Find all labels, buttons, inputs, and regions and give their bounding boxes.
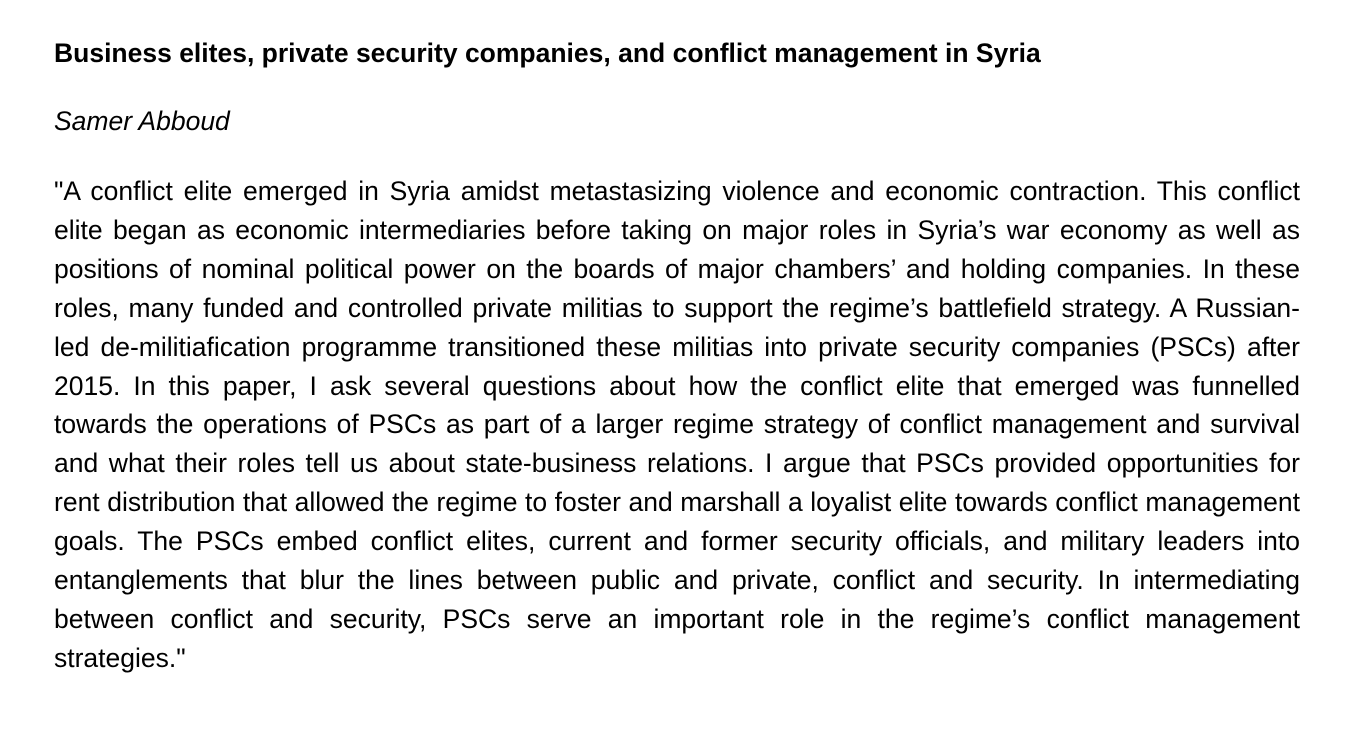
document-abstract: "A conflict elite emerged in Syria amidst metastasizing violence and economic contraction. This conflict elite began as economic intermediaries before taking on major roles in Syria’s war economy as well as positions of nominal political power on the boards of major chambers’ and holding companies. In these roles, many funded and controlled private militias to support the regime’s battlefield strategy. A Russian-led de-militiafication programme transitioned these militias into private security companies (PSCs) after 2015. In this paper, I ask several questions about how the conflict elite that emerged was funnelled towards the operations of PSCs as part of a larger regime strategy of conflict management and survival and what their roles tell us about state-business relations. I argue that PSCs provided opportunities for rent distribution that allowed the regime to foster and marshall a loyalist elite towards conflict management goals. The PSCs embed conflict elites, current and former security officials, and military leaders into entanglements that blur the lines between public and private, conflict and security. In intermediating between conflict and security, PSCs serve an important role in the regime’s conflict management strategies."	[54, 176, 1300, 673]
document-author: Samer Abboud	[54, 106, 230, 136]
document-title: Business elites, private security companies, and conflict management in Syria	[54, 38, 1041, 68]
